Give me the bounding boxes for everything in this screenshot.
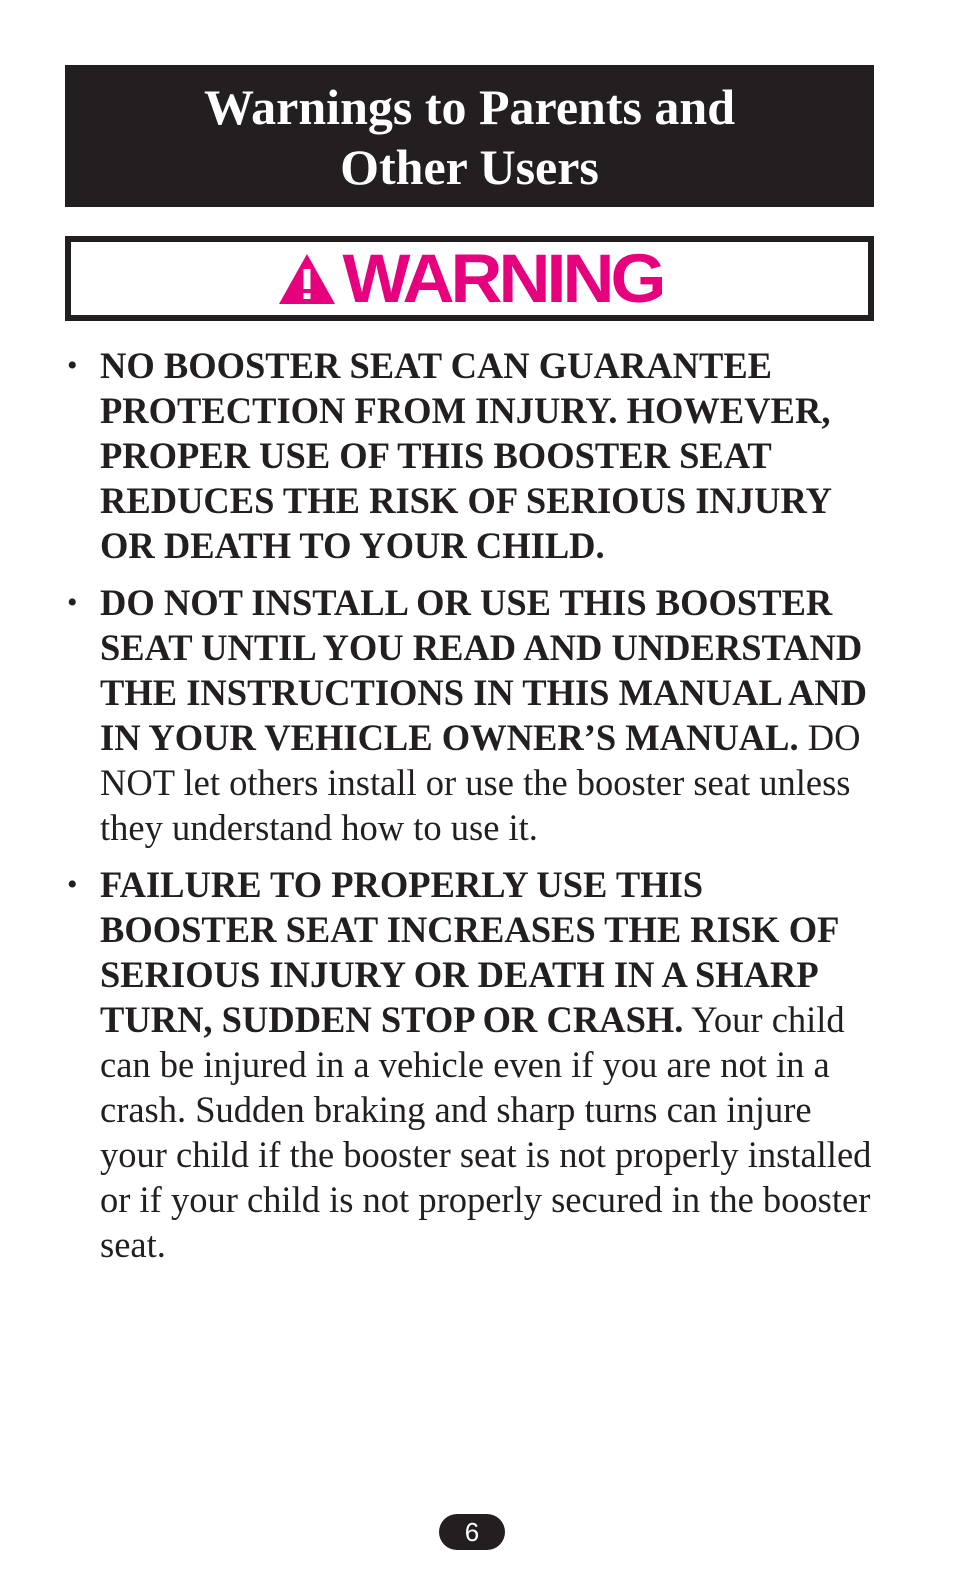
warning-banner <box>65 236 874 321</box>
warning-item-read-instructions <box>65 580 875 850</box>
page-title-banner <box>65 65 874 207</box>
warning-normal-text: DO NOT let others install or use the booster seat unless they understand how to use it. <box>100 717 861 848</box>
bullet-icon: • <box>67 586 78 619</box>
warning-normal-text: Your child can be injured in a vehicle even if you are not in a crash. Sudden braking and sharp turns can injure your child if the booster seat is not properly installed or if your child is not properly secured in the booster seat. <box>100 999 872 1265</box>
warning-bold-text: NO BOOSTER SEAT CAN GUARANTEE PROTECTION FROM INJURY. HOWEVER, PROPER USE OF THIS BOOSTER SEAT REDUCES THE RISK OF SERIOUS INJURY OR DEATH TO YOUR CHILD. <box>100 345 831 566</box>
warnings-list <box>65 343 875 1279</box>
warning-label-group <box>277 240 663 317</box>
page-title-line-1: Warnings to Parents and <box>203 79 736 135</box>
bullet-icon: • <box>67 349 78 382</box>
warning-triangle-icon <box>277 252 337 306</box>
page-title-line-2: Other Users <box>340 139 599 195</box>
warning-item-improper-use <box>65 862 875 1267</box>
page-number-badge: 6 <box>439 1514 505 1550</box>
warning-bold-text: FAILURE TO PROPERLY USE THIS BOOSTER SEAT INCREASES THE RISK OF SERIOUS INJURY OR DEATH IN A SHARP TURN, SUDDEN STOP OR CRASH. <box>100 864 839 1040</box>
warning-label: WARNING <box>342 240 663 317</box>
warning-bold-text: DO NOT INSTALL OR USE THIS BOOSTER SEAT UNTIL YOU READ AND UNDERSTAND THE INSTRUCTIONS IN THIS MANUAL AND IN YOUR VEHICLE OWNER’S MANUAL. <box>100 582 868 758</box>
bullet-icon: • <box>67 868 78 901</box>
warning-item-no-guarantee <box>65 343 875 568</box>
